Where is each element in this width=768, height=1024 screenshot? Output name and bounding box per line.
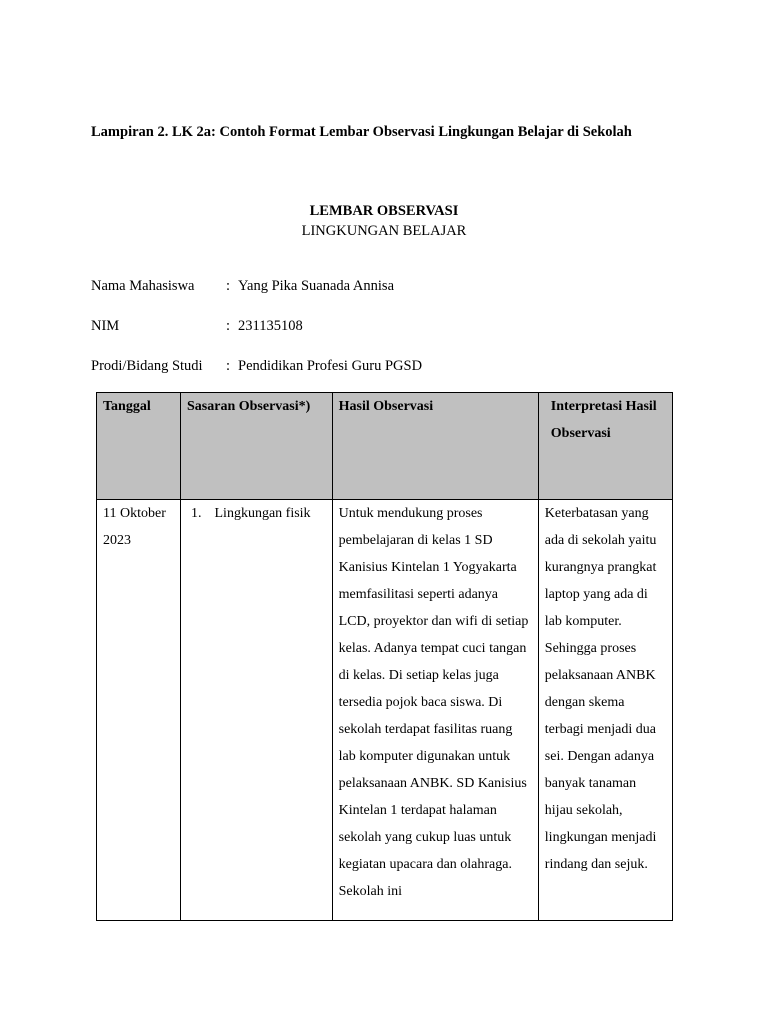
- cell-sasaran: [181, 500, 333, 921]
- attachment-heading: Lampiran 2. LK 2a: Contoh Format Lembar Observasi Lingkungan Belajar di Sekolah: [91, 124, 632, 140]
- field-value: Pendidikan Profesi Guru PGSD: [238, 358, 423, 374]
- field-label: Nama Mahasiswa: [91, 278, 195, 294]
- observation-table: [96, 392, 673, 921]
- cell-interpretasi: [538, 500, 672, 921]
- interpretasi-text: Keterbatasan yang ada di sekolah yaitu kurangnya prangkat laptop yang ada di lab komputer. Sehingga proses pelaksanaan ANBK dengan skema terbagi menjadi dua sei. Dengan adanya banyak tanaman hijau sekolah, lingkungan menjadi rindang dan sejuk.: [544, 506, 657, 872]
- tanggal-text: 11 Oktober 2023: [103, 506, 166, 548]
- numbered-item: [187, 506, 311, 521]
- cell-hasil: [332, 500, 538, 921]
- table-row: [97, 500, 673, 921]
- field-separator: :: [226, 278, 231, 294]
- field-label: NIM: [91, 318, 120, 334]
- cell-tanggal: [97, 500, 181, 921]
- header-sasaran: Sasaran Observasi*): [181, 393, 333, 500]
- item-number: 1.: [191, 506, 202, 521]
- field-label: Prodi/Bidang Studi: [91, 358, 203, 374]
- form-title: LEMBAR OBSERVASI: [309, 203, 459, 219]
- field-value: 231135108: [238, 318, 303, 334]
- field-separator: :: [226, 318, 231, 334]
- hasil-text: Untuk mendukung proses pembelajaran di kelas 1 SD Kanisius Kintelan 1 Yogyakarta memfasilitasi seperti adanya LCD, proyektor dan wifi di setiap kelas. Adanya tempat cuci tangan di kelas. Di setiap kelas juga tersedia pojok baca siswa. Di sekolah terdapat fasilitas ruang lab komputer digunakan untuk pelaksanaan ANBK. SD Kanisius Kintelan 1 terdapat halaman sekolah yang cukup luas untuk kegiatan upacara dan olahraga. Sekolah ini: [338, 506, 529, 899]
- form-subtitle: LINGKUNGAN BELAJAR: [301, 223, 467, 239]
- header-interpretasi: Interpretasi Hasil Observasi: [538, 393, 672, 500]
- field-value: Yang Pika Suanada Annisa: [238, 278, 395, 294]
- table-header-row: [97, 393, 673, 500]
- header-hasil: Hasil Observasi: [332, 393, 538, 500]
- field-separator: :: [226, 358, 231, 374]
- header-tanggal: Tanggal: [97, 393, 181, 500]
- item-text: Lingkungan fisik: [214, 506, 311, 521]
